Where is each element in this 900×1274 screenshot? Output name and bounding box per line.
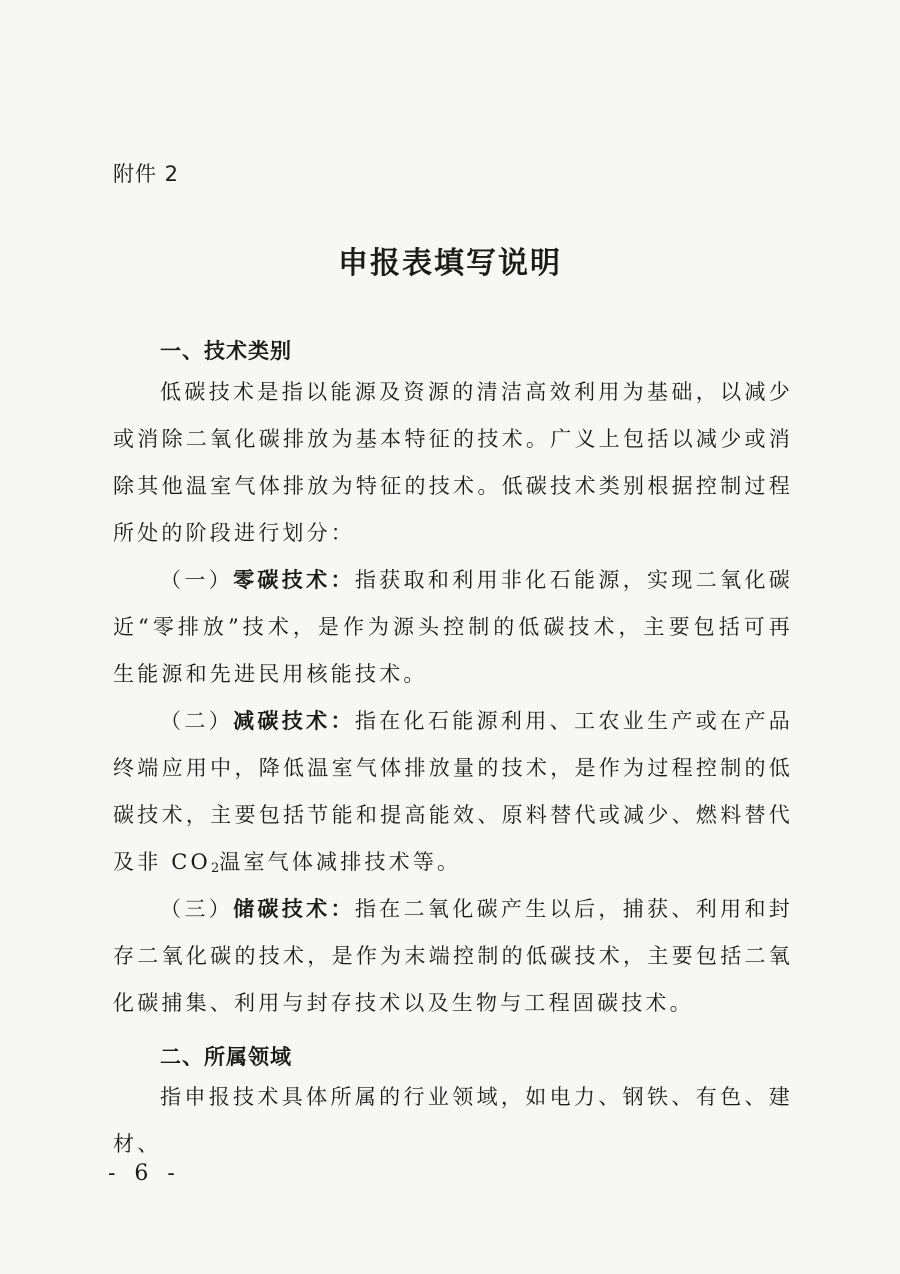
- page-number: - 6 -: [108, 1161, 181, 1186]
- item-text: 指获取和利用非化石能源，实现二氧化碳近“零排放”技术，是作为源头控制的低碳技术，主要包括可再生能源和先进民用核能技术。: [113, 568, 793, 686]
- item-carbon-reduction: [113, 698, 793, 892]
- item-text: 指在化石能源利用、工农业生产或在产品终端应用中，降低温室气体排放量的技术，是作为过程控制的低碳技术，主要包括节能和提高能效、原料替代或减少、燃料替代及非 CO: [113, 709, 793, 874]
- item-term: 零碳技术：: [233, 568, 355, 592]
- section-heading-field: 二、所属领域: [160, 1045, 292, 1069]
- document-title: 申报表填写说明: [338, 246, 562, 281]
- section-paragraph-field: 指申报技术具体所属的行业领域，如电力、钢铁、有色、建材、: [113, 1085, 793, 1156]
- item-prefix: （一）: [160, 568, 234, 592]
- item-carbon-storage: [113, 886, 793, 1027]
- item-term: 储碳技术：: [233, 897, 355, 921]
- item-term: 减碳技术：: [233, 709, 355, 733]
- co2-subscript: 2: [210, 861, 220, 876]
- section-paragraph-tech-category: 低碳技术是指以能源及资源的清洁高效利用为基础，以减少或消除二氧化碳排放为基本特征的技术。广义上包括以减少或消除其他温室气体排放为特征的技术。低碳技术类别根据控制过程所处的阶段进行划分：: [113, 380, 793, 545]
- item-zero-carbon: [113, 557, 793, 698]
- item-text-continued: 温室气体减排技术等。: [219, 850, 462, 874]
- item-prefix: （二）: [160, 709, 234, 733]
- item-prefix: （三）: [160, 897, 234, 921]
- item-text: 指在二氧化碳产生以后，捕获、利用和封存二氧化碳的技术，是作为末端控制的低碳技术，主要包括二氧化碳捕集、利用与封存技术以及生物与工程固碳技术。: [113, 897, 793, 1015]
- section-heading-tech-category: 一、技术类别: [160, 339, 292, 363]
- attachment-label: 附件 2: [113, 162, 180, 186]
